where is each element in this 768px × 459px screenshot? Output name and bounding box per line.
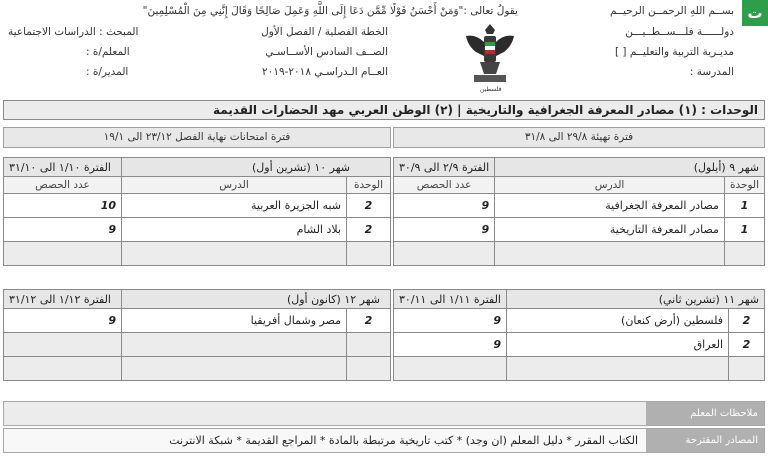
month-table-nov — [393, 289, 765, 381]
table-row — [4, 194, 391, 218]
cell-unit: 1 — [724, 194, 764, 218]
month-table-oct — [3, 157, 391, 266]
subject-line: المبحث : الدراسات الاجتماعية — [8, 26, 139, 38]
cell-count: 9 — [394, 309, 507, 333]
quran-quote: يقولُ تعالى :"وَمَنْ أَحْسَنُ قَوْلًا مِّمَّن دَعَا إِلَى اللَّهِ وَعَمِلَ صَالِحًا وَقَالَ إِنَّنِي مِنَ الْمُسْلِمِينَ" — [142, 5, 518, 17]
units-line: الوحدات : (١) مصادر المعرفة الجغرافية والتاريخية | (٢) الوطن العربي مهد الحضارات القديمة — [3, 100, 765, 120]
cell-lesson: مصر وشمال أفريقيا — [122, 309, 347, 333]
cell-unit: 2 — [347, 309, 391, 333]
cell-count: 9 — [394, 333, 507, 357]
cell-count: 10 — [4, 194, 122, 218]
school-line: المدرسة : — [689, 66, 734, 78]
table-row — [4, 357, 391, 381]
col-count: عدد الحصص — [4, 177, 122, 194]
cell-count — [4, 242, 122, 266]
cell-lesson: مصادر المعرفة الجغرافية — [495, 194, 725, 218]
emblem-caption: فلسطين — [480, 86, 502, 93]
cell-unit: 1 — [724, 218, 764, 242]
table-row — [4, 218, 391, 242]
month-title: شهر ٩ (أيلول) — [495, 158, 765, 177]
cell-count — [4, 357, 122, 381]
header — [0, 0, 768, 98]
col-lesson: الدرس — [122, 177, 347, 194]
col-unit: الوحدة — [347, 177, 391, 194]
teacher-notes — [3, 401, 765, 426]
cell-unit — [347, 357, 391, 381]
cell-count: 9 — [394, 194, 495, 218]
month-title: شهر ١٠ (تشرين أول) — [122, 158, 391, 177]
country-line: دولــــــة فلـــســطــيـــن — [625, 26, 734, 38]
month-title: شهر ١٢ (كانون أول) — [122, 290, 391, 309]
cell-lesson: مصادر المعرفة التاريخية — [495, 218, 725, 242]
col-count: عدد الحصص — [394, 177, 495, 194]
month-title: شهر ١١ (تشرين ثاني) — [506, 290, 764, 309]
cell-lesson — [122, 333, 347, 357]
table-row — [394, 309, 765, 333]
month-period: الفترة ١/١١ الى ٣٠/١١ — [394, 290, 507, 309]
table-row — [4, 309, 391, 333]
cell-lesson — [506, 357, 728, 381]
cell-unit: 2 — [347, 194, 391, 218]
cell-unit: 2 — [729, 309, 765, 333]
cell-unit — [347, 333, 391, 357]
logo-badge: ت — [742, 0, 768, 26]
col-lesson: الدرس — [495, 177, 725, 194]
month-period: الفترة ١/١٢ الى ٣١/١٢ — [4, 290, 122, 309]
cell-lesson: العراق — [506, 333, 728, 357]
month-table-dec — [3, 289, 391, 381]
table-row — [394, 357, 765, 381]
cell-lesson — [495, 242, 725, 266]
cell-unit — [347, 242, 391, 266]
sources-label: المصادر المقترحة — [646, 429, 764, 452]
cell-unit: 2 — [729, 333, 765, 357]
table-row — [4, 333, 391, 357]
cell-lesson — [122, 357, 347, 381]
month-period: الفترة ٢/٩ الى ٣٠/٩ — [394, 158, 495, 177]
sources-value: الكتاب المقرر * دليل المعلم (ان وجد) * كتب تاريخية مرتبطة بالمادة * المراجع القديمة * شبكة الانترنت — [169, 434, 638, 447]
cell-unit: 2 — [347, 218, 391, 242]
table-row — [394, 333, 765, 357]
month-table-sep — [393, 157, 765, 266]
table-row — [4, 242, 391, 266]
col-unit: الوحدة — [724, 177, 764, 194]
cell-lesson: شبه الجزيرة العربية — [122, 194, 347, 218]
notes-label: ملاحظات المعلم — [646, 402, 764, 425]
grade-line: الصــف السادس الأســاسـي — [265, 46, 388, 58]
cell-unit — [724, 242, 764, 266]
table-row — [394, 194, 765, 218]
cell-count: 9 — [394, 218, 495, 242]
basmala: بســم اللهِ الرحمــن الرحيــم — [610, 5, 734, 17]
cell-lesson: بلاد الشام — [122, 218, 347, 242]
cell-count — [4, 333, 122, 357]
year-line: العــام الـدراسـي ٢٠١٨-٢٠١٩ — [262, 66, 388, 78]
month-period: الفترة ١/١٠ الى ٣١/١٠ — [4, 158, 122, 177]
cell-lesson: فلسطين (أرض كنعان) — [506, 309, 728, 333]
plan-title: الخطة الفصلية / الفصل الأول — [261, 26, 388, 38]
cell-count: 9 — [4, 309, 122, 333]
directorate-line: مديـرية التربية والتعليــم [ ] — [614, 46, 734, 58]
eagle-emblem-icon — [462, 18, 518, 90]
cell-lesson — [122, 242, 347, 266]
cell-count — [394, 357, 507, 381]
teacher-line: المعلم/ة : — [86, 46, 130, 58]
cell-count — [394, 242, 495, 266]
cell-count: 9 — [4, 218, 122, 242]
suggested-sources — [3, 428, 765, 453]
cell-unit — [729, 357, 765, 381]
table-row — [394, 218, 765, 242]
table-row — [394, 242, 765, 266]
prep-period: فترة تهيئة ٢٩/٨ الى ٣١/٨ — [393, 127, 765, 148]
exam-period: فترة امتحانات نهاية الفصل ٢٣/١٢ الى ١٩/١ — [3, 127, 391, 148]
principal-line: المدير/ة : — [86, 66, 129, 78]
